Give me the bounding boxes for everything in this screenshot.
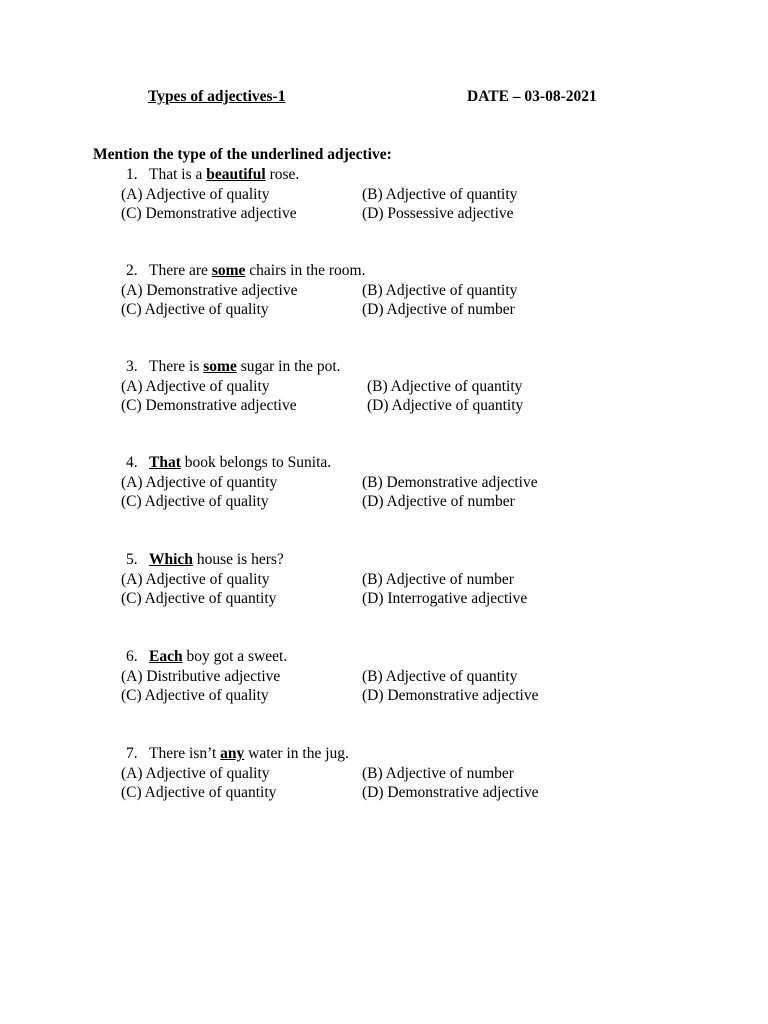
- question-text-after: house is hers?: [192, 551, 284, 568]
- underlined-adjective: some: [203, 358, 237, 375]
- underlined-adjective: some: [211, 262, 246, 279]
- option-c: (C) Adjective of quantity: [121, 590, 277, 607]
- question-text-after: book belongs to Sunita.: [180, 454, 332, 471]
- question-text-before: There is: [149, 358, 204, 375]
- question-5: [0, 551, 768, 613]
- option-d: (D) Adjective of quantity: [367, 397, 524, 414]
- question-text-after: water in the jug.: [244, 745, 349, 762]
- option-d: (D) Demonstrative adjective: [362, 687, 539, 704]
- underlined-adjective: That: [149, 454, 181, 471]
- question-number: 2.: [126, 262, 138, 279]
- option-b: (B) Adjective of quantity: [362, 282, 518, 299]
- question-1: [0, 166, 768, 228]
- question-3: [0, 358, 768, 420]
- question-number: 4.: [126, 454, 138, 471]
- question-3-text: [126, 358, 341, 376]
- question-7-text: [126, 745, 349, 763]
- option-a: (A) Demonstrative adjective: [121, 282, 298, 299]
- underlined-adjective: any: [220, 745, 245, 762]
- question-number: 3.: [126, 358, 138, 375]
- option-b: (B) Adjective of number: [362, 571, 514, 588]
- question-6-text: [126, 648, 287, 666]
- option-c: (C) Adjective of quality: [121, 493, 269, 510]
- question-5-text: [126, 551, 284, 569]
- option-b: (B) Adjective of number: [362, 765, 514, 782]
- question-7: [0, 745, 768, 807]
- option-a: (A) Adjective of quantity: [121, 474, 278, 491]
- option-b: (B) Adjective of quantity: [362, 668, 518, 685]
- question-number: 7.: [126, 745, 138, 762]
- worksheet-header: [0, 88, 768, 110]
- option-c: (C) Demonstrative adjective: [121, 205, 297, 222]
- question-2: [0, 262, 768, 324]
- question-text-after: chairs in the room.: [245, 262, 366, 279]
- option-d: (D) Interrogative adjective: [362, 590, 528, 607]
- option-d: (D) Demonstrative adjective: [362, 784, 539, 801]
- option-c: (C) Demonstrative adjective: [121, 397, 297, 414]
- option-a: (A) Adjective of quality: [121, 378, 270, 395]
- option-a: (A) Distributive adjective: [121, 668, 281, 685]
- question-text-after: boy got a sweet.: [182, 648, 288, 665]
- question-number: 5.: [126, 551, 138, 568]
- question-text-before: There isn’t: [149, 745, 221, 762]
- question-text-after: sugar in the pot.: [236, 358, 341, 375]
- option-a: (A) Adjective of quality: [121, 765, 270, 782]
- question-1-text: [126, 166, 299, 184]
- option-a: (A) Adjective of quality: [121, 186, 270, 203]
- instruction-text: Mention the type of the underlined adjective:: [93, 146, 392, 163]
- option-a: (A) Adjective of quality: [121, 571, 270, 588]
- question-text-before: That is a: [149, 166, 207, 183]
- worksheet-date: DATE – 03-08-2021: [467, 88, 597, 105]
- question-number: 1.: [126, 166, 138, 183]
- option-b: (B) Demonstrative adjective: [362, 474, 538, 491]
- question-text-after: rose.: [265, 166, 300, 183]
- underlined-adjective: beautiful: [206, 166, 266, 183]
- option-b: (B) Adjective of quantity: [362, 186, 518, 203]
- option-b: (B) Adjective of quantity: [367, 378, 523, 395]
- option-c: (C) Adjective of quality: [121, 687, 269, 704]
- option-c: (C) Adjective of quality: [121, 301, 269, 318]
- underlined-adjective: Each: [149, 648, 183, 665]
- question-2-text: [126, 262, 366, 280]
- worksheet-title: Types of adjectives-1: [148, 88, 286, 105]
- option-c: (C) Adjective of quantity: [121, 784, 277, 801]
- option-d: (D) Adjective of number: [362, 493, 515, 510]
- underlined-adjective: Which: [149, 551, 193, 568]
- question-text-before: There are: [149, 262, 212, 279]
- question-number: 6.: [126, 648, 138, 665]
- option-d: (D) Possessive adjective: [362, 205, 514, 222]
- option-d: (D) Adjective of number: [362, 301, 515, 318]
- question-6: [0, 648, 768, 710]
- question-4-text: [126, 454, 331, 472]
- question-4: [0, 454, 768, 516]
